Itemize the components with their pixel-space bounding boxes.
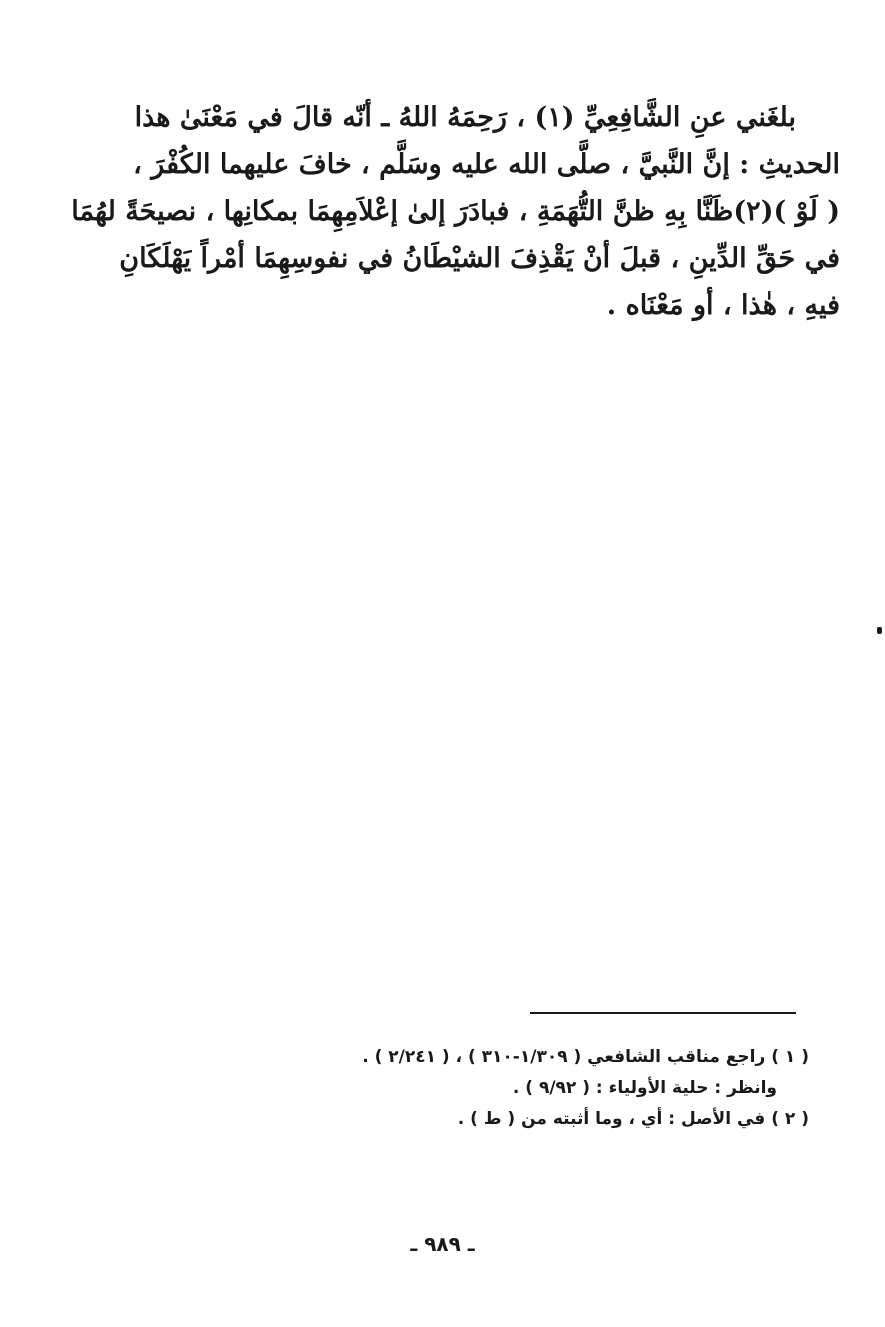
footnote-2: ( ٢ ) في الأصل : أي ، وما أثبته من ( ط ) . (457, 1109, 809, 1129)
scan-edge-mark (877, 627, 882, 634)
main-text-block (71, 94, 840, 329)
body-line-2: الحديثِ : إنَّ النَّبيَّ ، صلَّى الله عليه وسَلَّم ، خافَ عليهما الكُفْرَ ، (133, 149, 840, 180)
body-line-5: فيهِ ، هٰذا ، أو مَعْنَاه . (606, 290, 840, 321)
body-line-1: بلغَني عنِ الشَّافِعِيِّ (١) ، رَحِمَهُ اللهُ ـ أنّه قالَ في مَعْنَىٰ هذا (134, 102, 796, 133)
footnote-separator (530, 1012, 796, 1014)
body-line-3: ( لَوْ )(٢)ظَنَّا بِهِ ظنَّ التُّهَمَةِ ، فبادَرَ إلىٰ إعْلاَمِهِمَا بمكانِها ، نصيحَةً لهُمَا (71, 196, 840, 227)
footnote-1-continuation: وانظر : حلية الأولياء : ( ٩/٩٢ ) . (512, 1078, 777, 1098)
body-line-4: في حَقِّ الدِّينِ ، قبلَ أنْ يَقْذِفَ الشيْطَانُ في نفوسِهِمَا أمْراً يَهْلَكَانِ (119, 243, 840, 274)
page-number: ـ ٩٨٩ ـ (410, 1232, 475, 1256)
footnotes-block (249, 1042, 809, 1135)
footnote-1: ( ١ ) راجع مناقب الشافعي ( ١/٣٠٩-٣١٠ ) ، ( ٢/٢٤١ ) . (362, 1047, 809, 1067)
